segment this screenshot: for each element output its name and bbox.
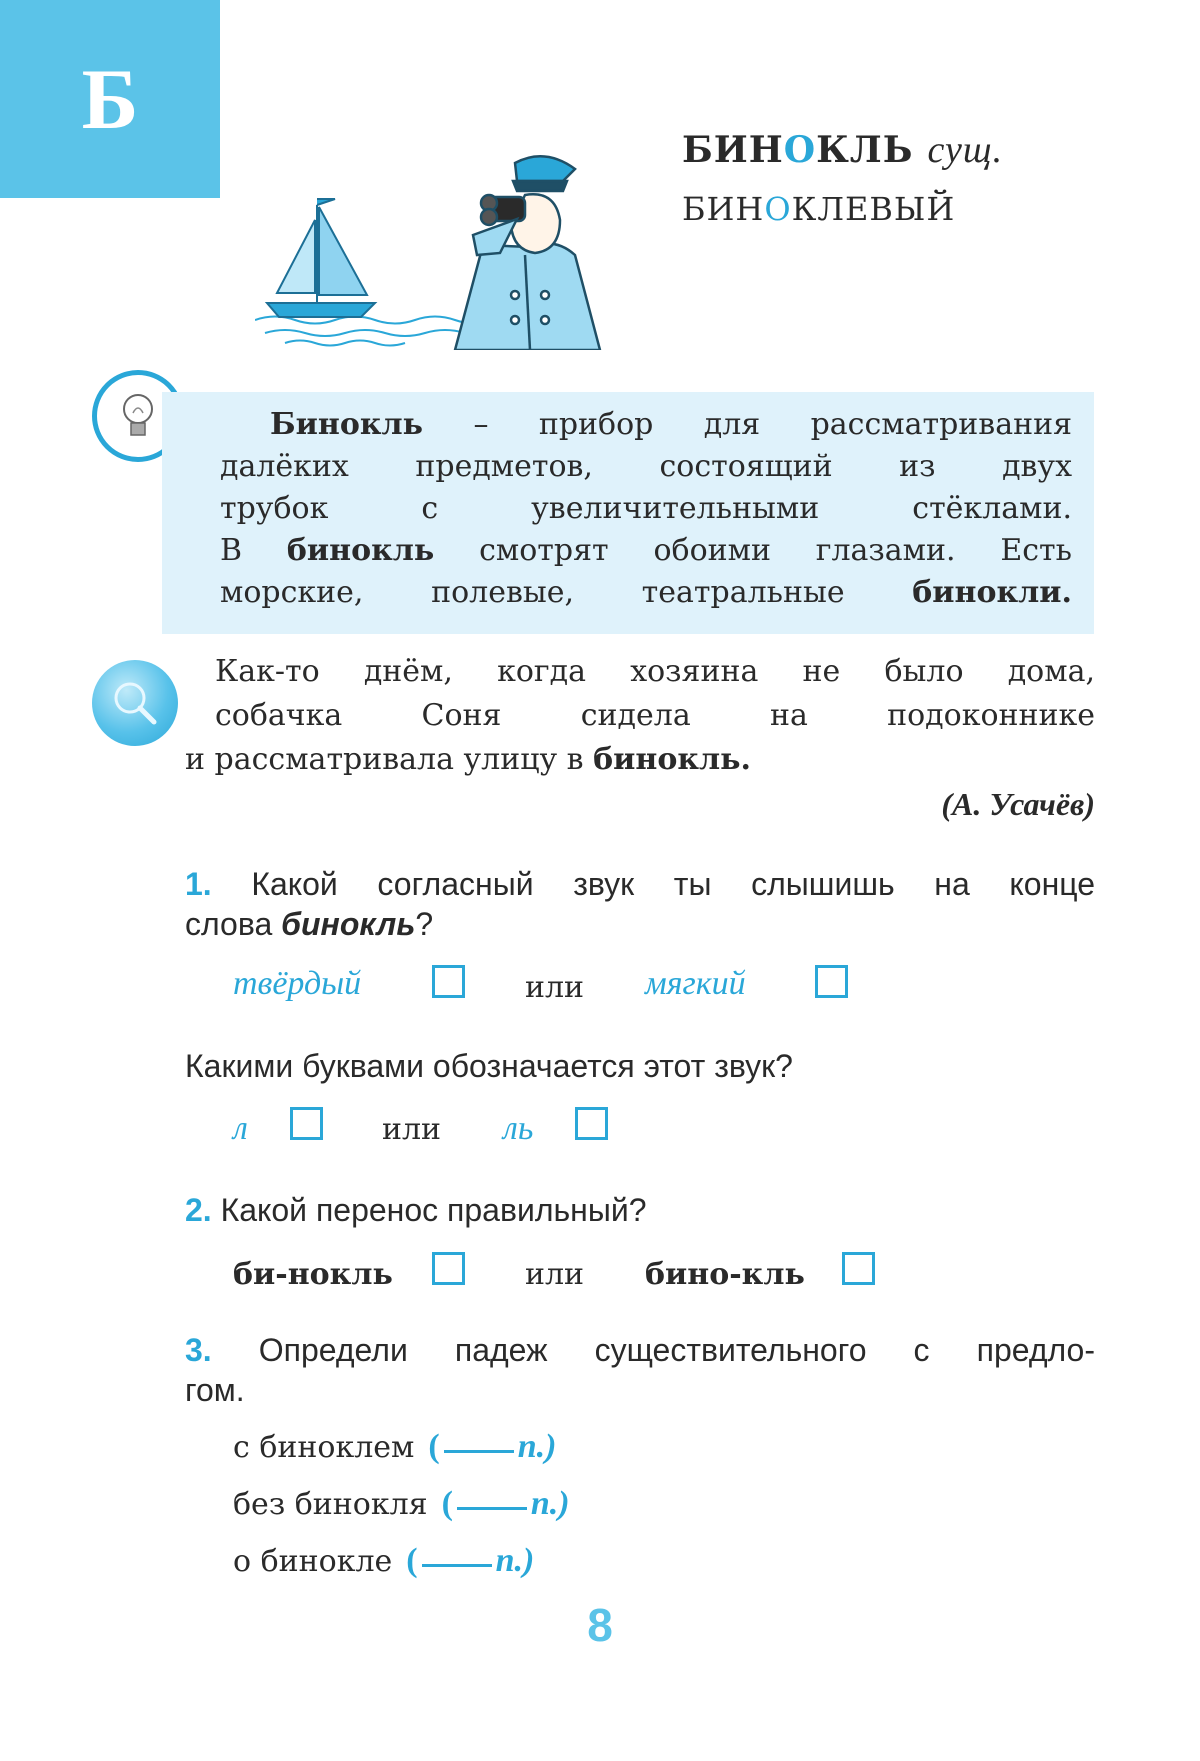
case-phrase-2: без бинокля ( п.) [233,1485,570,1522]
magnifier-icon [92,660,178,746]
option-hyphen-1: би-нокль [233,1257,393,1292]
definition-text: Бинокль – прибор для рассматривания далёких предметов, состоящий из двух трубок с увеличительными стёклами. В бинокль смотрят обоими глазами. Есть морские, полевые, театральные бинокли. [220,407,1072,610]
literary-quote: Как-то днём, когда хозяина не было дома, собачка Соня сидела на подоконнике и рассматривала улицу в бинокль. (А. Усачёв) [185,650,1095,826]
sailor-binoculars-illustration [255,135,655,350]
stress-mark-letter: О [783,129,817,171]
task-2-question: 2. Какой перенос правильный? [185,1192,647,1228]
checkbox-hyphen-1[interactable] [432,1252,465,1285]
checkbox-l-soft[interactable] [575,1107,608,1140]
derived-word: БИНОКЛЕВЫЙ [682,190,956,228]
task-1-subquestion: Какими буквами обозначается этот звук? [185,1048,793,1084]
quote-author: (А. Усачёв) [941,786,1095,822]
checkbox-hyphen-2[interactable] [842,1252,875,1285]
section-letter: Б [81,51,139,147]
task-3-question: 3. Определи падеж существительного с предло- гом. [185,1332,1095,1408]
case-phrase-3: о бинокле ( п.) [233,1542,535,1579]
task-2-number: 2. [185,1192,212,1228]
option-hard: твёрдый [233,965,362,1002]
part-of-speech: сущ. [927,129,1004,171]
option-l: л [233,1110,248,1147]
case-phrase-1: с биноклем ( п.) [233,1428,557,1465]
magnifier-glyph [92,660,178,746]
option-hyphen-2: бино-кль [645,1257,805,1292]
section-letter-tab [0,0,220,198]
case-answer-blank[interactable]: ( п.) [428,1428,557,1465]
sailboat [267,199,375,317]
or-label: или [382,1112,442,1147]
task-3-number: 3. [185,1332,212,1368]
page-number: 8 [587,1599,613,1651]
checkbox-hard[interactable] [432,965,465,998]
derived-stress-letter: О [764,190,792,228]
case-answer-blank[interactable]: ( п.) [441,1485,570,1522]
option-l-soft: ль [503,1110,534,1147]
task-1-question: 1. Какой согласный звук ты слышишь на конце слова бинокль? [185,866,1095,942]
option-soft: мягкий [645,965,746,1002]
or-label: или [525,1257,585,1292]
case-answer-blank[interactable]: ( п.) [406,1542,535,1579]
checkbox-l[interactable] [290,1107,323,1140]
definition-box [162,392,1094,634]
or-label: или [525,970,585,1005]
sailor [455,156,600,350]
checkbox-soft[interactable] [815,965,848,998]
task-1-number: 1. [185,866,212,902]
headword: БИНОКЛЬ сущ. [682,129,1004,171]
